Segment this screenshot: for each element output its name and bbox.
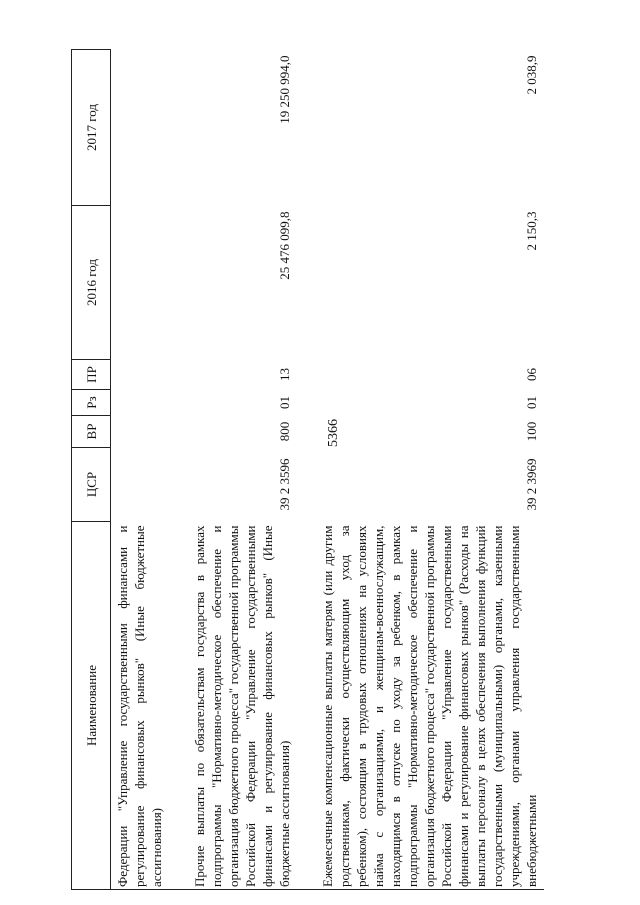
row-vr: 100 [524, 421, 539, 442]
table-header-row [72, 50, 111, 890]
row-csr: 39 2 3596 [277, 458, 292, 511]
row-2017 [111, 50, 170, 206]
table-row [316, 50, 544, 890]
row-pr: 13 [277, 368, 292, 381]
table-row [188, 50, 297, 890]
row-rz: 01 [524, 396, 539, 409]
row-csr [111, 448, 170, 522]
row-pr: 06 [524, 368, 539, 381]
row-2016: 25 476 099,8 [277, 211, 292, 280]
page-number: 5366 [326, 419, 341, 447]
row-spacer [169, 50, 188, 890]
row-name: Прочие выплаты по обязательствам государства в рамках подпрограммы "Нормативно-методическое обеспечение и организация бюджетного процесса" государственной программы Российской Федерации "Управление государственными финансами и регулирование финансовых рынков" (Иные бюджетные ассигнования) [188, 522, 297, 890]
table-row [111, 50, 170, 890]
header-name: Наименование [72, 522, 111, 890]
row-2016: 2 150,3 [524, 211, 539, 251]
row-2017: 2 038,9 [524, 55, 539, 95]
header-pr: ПР [72, 360, 111, 390]
header-rz: Рз [72, 390, 111, 416]
header-2016: 2016 год [72, 206, 111, 360]
row-name: Федерации "Управление государственными финансами и регулирование финансовых рынков" (Иные бюджетные ассигнования) [111, 522, 170, 890]
row-rz [111, 390, 170, 416]
budget-table-sheet [71, 50, 623, 890]
row-vr [111, 416, 170, 448]
row-rz: 01 [277, 396, 292, 409]
header-2017: 2017 год [72, 50, 111, 206]
header-csr: ЦСР [72, 448, 111, 522]
row-pr [111, 360, 170, 390]
row-csr: 39 2 3969 [524, 458, 539, 511]
row-vr: 800 [277, 421, 292, 442]
row-name: Ежемесячные компенсационные выплаты матерям (или другим родственникам, фактически осуществляющим уход за ребенком), состоящим в трудовых отношениях на условиях найма с организациями, и женщинам-военнослужащим, находящимся в отпуске по уходу за ребенком, в рамках подпрограммы "Нормативно-методическое обеспечение и организация бюджетного процесса" государственной программы Российской Федерации "Управление государственными финансами и регулирование финансовых рынков" (Расходы на выплаты персоналу в целях обеспечения выполнения функций государственными (муниципальными) органами, казенными учреждениями, органами управления государственными внебюджетными [316, 522, 544, 890]
row-2016 [111, 206, 170, 360]
row-2017: 19 250 994,0 [277, 55, 292, 124]
budget-table [71, 49, 544, 890]
row-spacer [297, 50, 316, 890]
header-vr: ВР [72, 416, 111, 448]
